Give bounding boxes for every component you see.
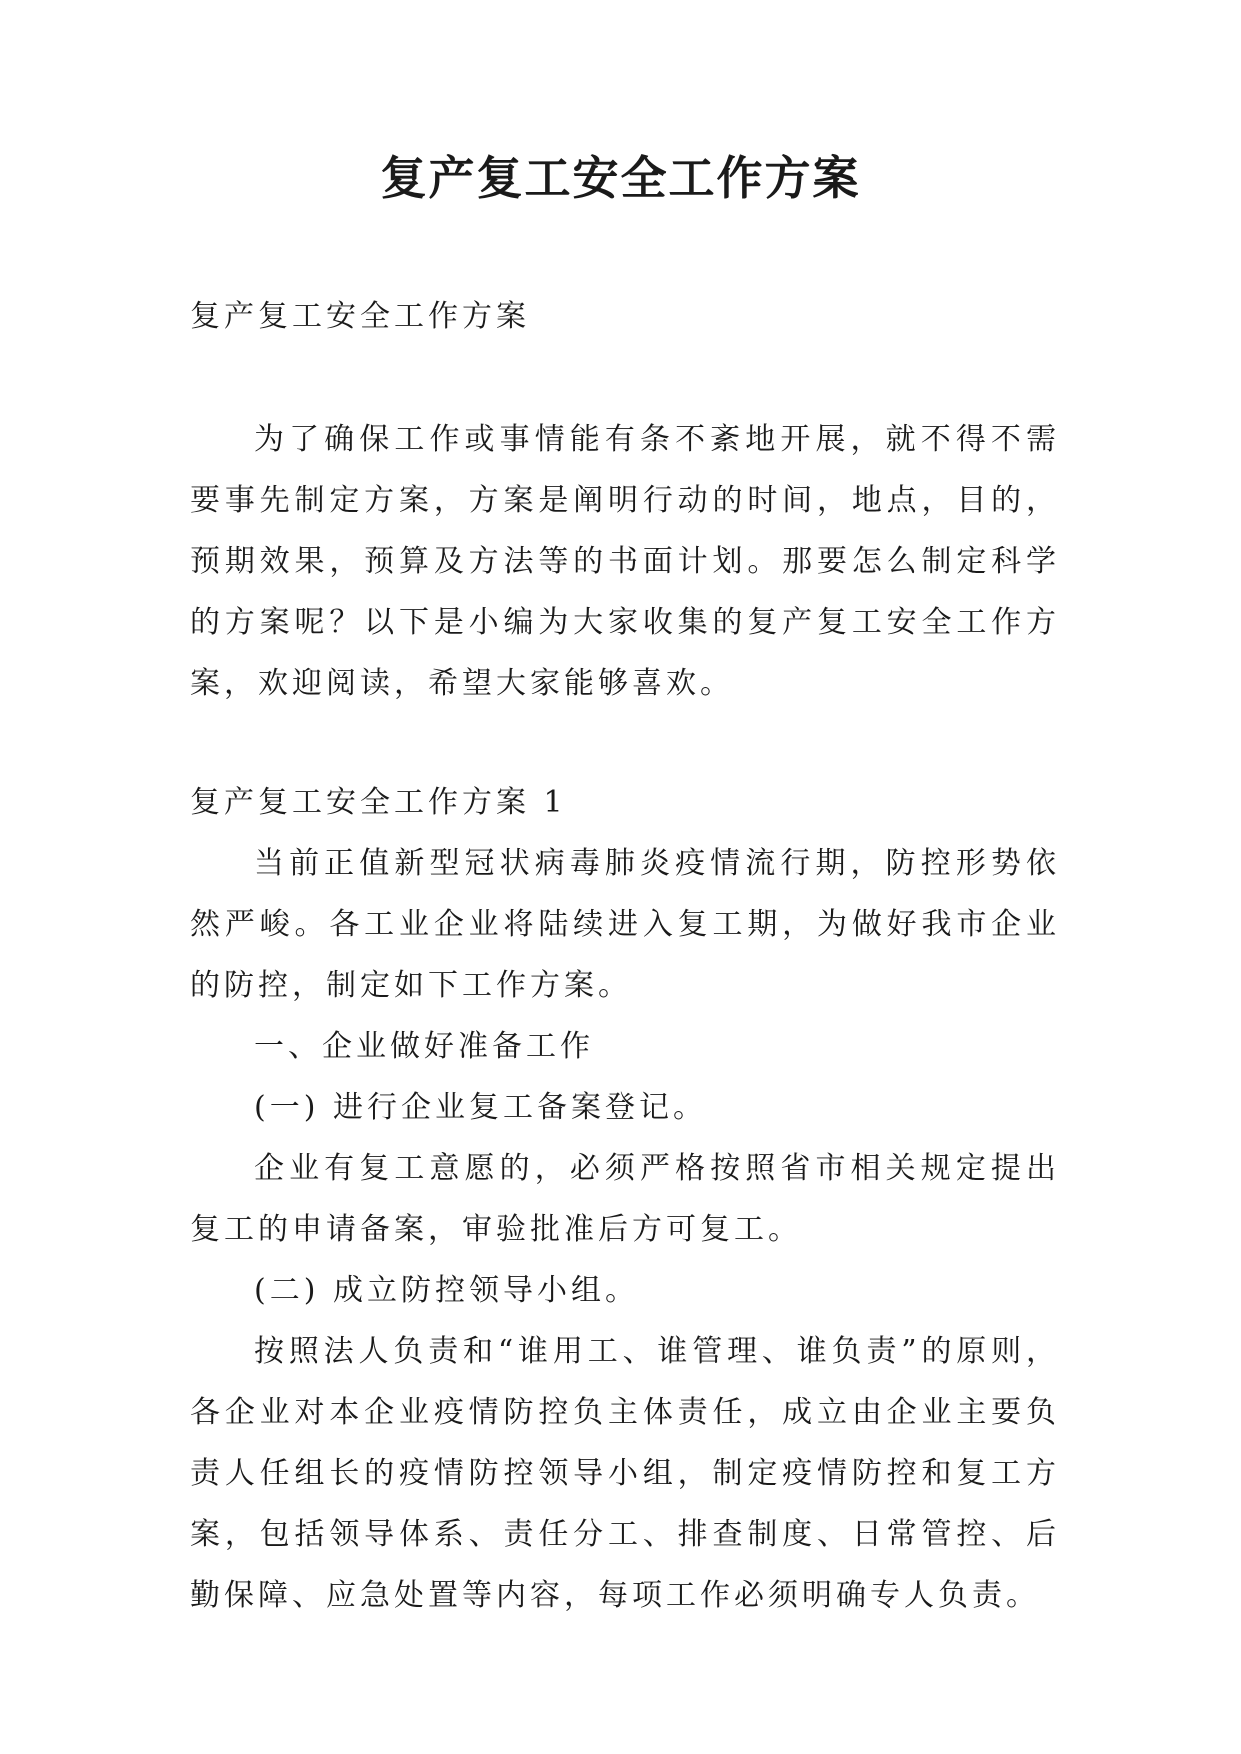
paragraph: 企业有复工意愿的，必须严格按照省市相关规定提出复工的申请备案，审验批准后方可复工。 [190, 1151, 1060, 1247]
heading-level-2: (一) 进行企业复工备案登记。 [254, 1090, 707, 1125]
document-subtitle: 复产复工安全工作方案 [190, 299, 530, 334]
heading-level-1: 一、企业做好准备工作 [254, 1029, 594, 1064]
document-title: 复产复工安全工作方案 [380, 151, 861, 205]
document-body [190, 286, 1060, 1626]
intro-paragraph: 为了确保工作或事情能有条不紊地开展，就不得不需要事先制定方案，方案是阐明行动的时间，地点，目的，预期效果，预算及方法等的书面计划。那要怎么制定科学的方案呢？以下是小编为大家收集的复产复工安全工作方案，欢迎阅读，希望大家能够喜欢。 [190, 422, 1060, 701]
heading-level-2: (二) 成立防控领导小组。 [254, 1273, 639, 1308]
paragraph: 按照法人负责和“谁用工、谁管理、谁负责”的原则，各企业对本企业疫情防控负主体责任，成立由企业主要负责人任组长的疫情防控领导小组，制定疫情防控和复工方案，包括领导体系、责任分工、排查制度、日常管控、后勤保障、应急处置等内容，每项工作必须明确专人负责。 [190, 1334, 1060, 1613]
section-title: 复产复工安全工作方案 1 [190, 785, 567, 820]
paragraph: 当前正值新型冠状病毒肺炎疫情流行期，防控形势依然严峻。各工业企业将陆续进入复工期，为做好我市企业的防控，制定如下工作方案。 [190, 846, 1060, 1003]
